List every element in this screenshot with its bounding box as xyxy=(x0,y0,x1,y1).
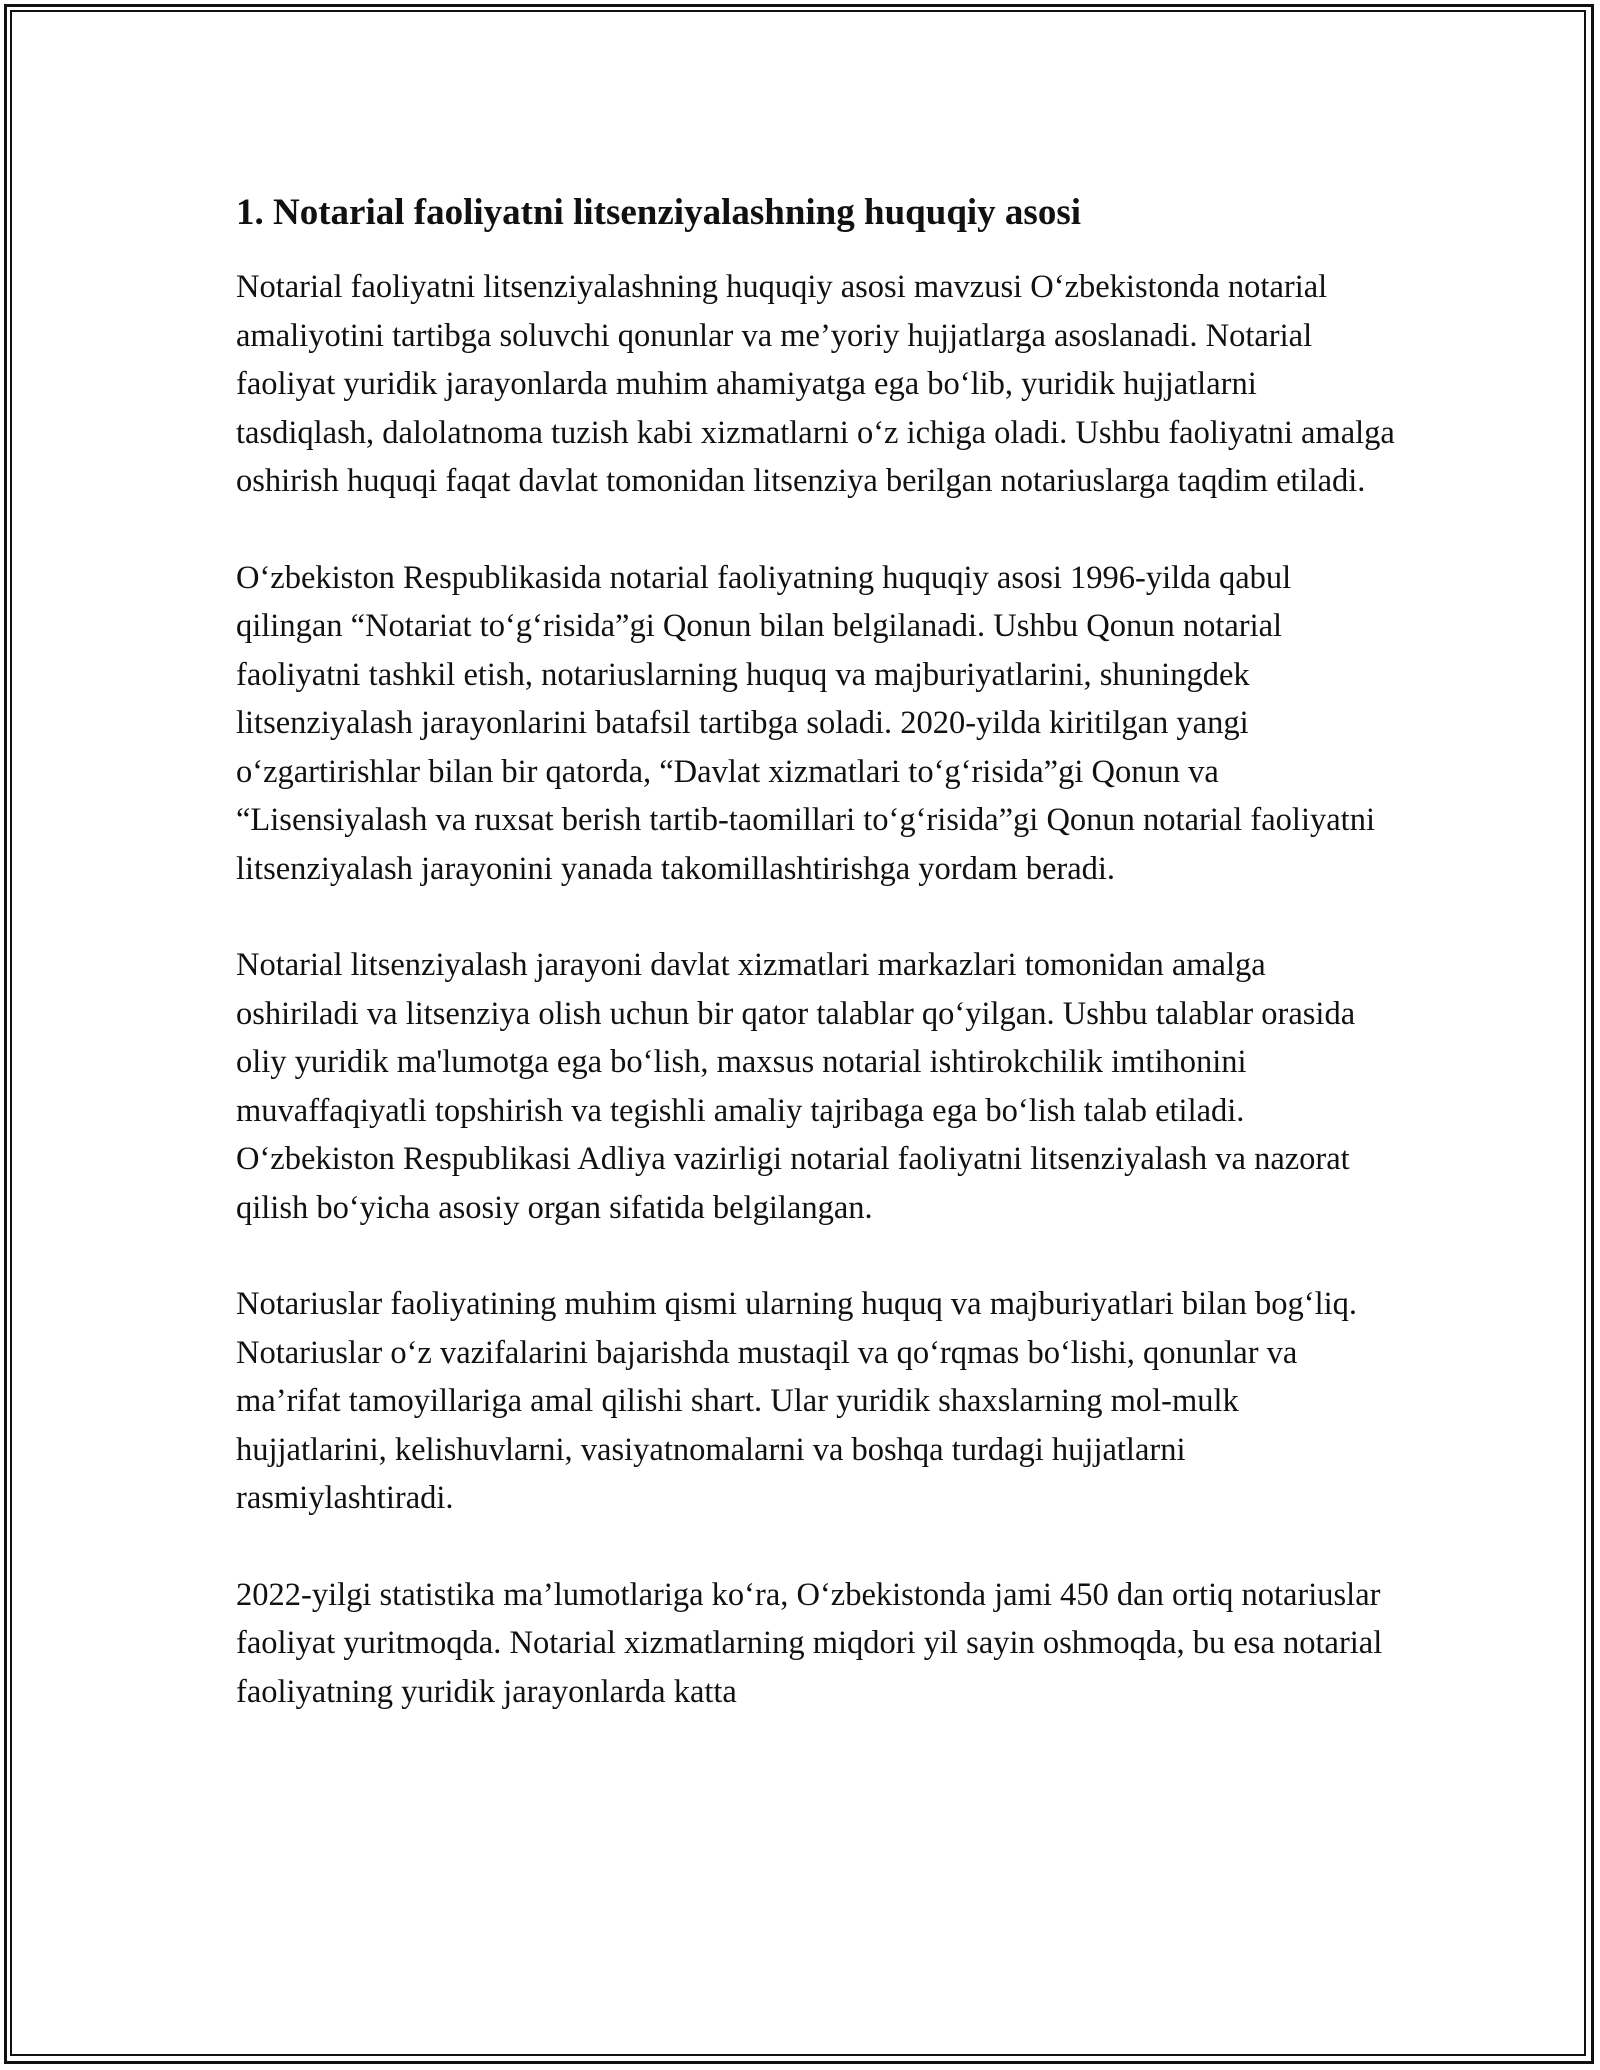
paragraph-3: Notarial litsenziyalash jarayoni davlat xizmatlari markazlari tomonidan amalga oshiriladi va litsenziya olish uchun bir qator talablar qo‘yilgan. Ushbu talablar orasida oliy yuridik ma'lumotga ega bo‘lish, maxsus notarial ishtirokchilik imtihonini muvaffaqiyatli topshirish va tegishli amaliy tajribaga ega bo‘lish talab etiladi. O‘zbekiston Respublikasi Adliya vazirligi notarial faoliyatni litsenziyalash va nazorat qilish bo‘yicha asosiy organ sifatida belgilangan. xyxy=(236,947,1356,1226)
paragraph-5: 2022-yilgi statistika ma’lumotlariga ko‘ra, O‘zbekistonda jami 450 dan ortiq notariuslar faoliyat yuritmoqda. Notarial xizmatlarning miqdori yil sayin oshmoqda, bu esa notarial faoliyatning yuridik jarayonlarda katta xyxy=(236,1576,1383,1710)
section-heading: 1. Notarial faoliyatni litsenziyalashning huquqiy asosi xyxy=(236,192,1082,233)
paragraph-2: O‘zbekiston Respublikasida notarial faoliyatning huquqiy asosi 1996-yilda qabul qilingan “Notariat to‘g‘risida”gi Qonun bilan belgilanadi. Ushbu Qonun notarial faoliyatni tashkil etish, notariuslarning huquq va majburiyatlarini, shuningdek litsenziyalash jarayonlarini batafsil tartibga soladi. 2020-yilda kiritilgan yangi o‘zgartirishlar bilan bir qatorda, “Davlat xizmatlari to‘g‘risida”gi Qonun va “Lisensiyalash va ruxsat berish tartib-taomillari to‘g‘risida”gi Qonun notarial faoliyatni litsenziyalash jarayonini yanada takomillashtirishga yordam beradi. xyxy=(236,559,1375,887)
paragraph-1: Notarial faoliyatni litsenziyalashning huquqiy asosi mavzusi O‘zbekistonda notarial amaliyotini tartibga soluvchi qonunlar va me’yoriy hujjatlarga asoslanadi. Notarial faoliyat yuridik jarayonlarda muhim ahamiyatga ega bo‘lib, yuridik hujjatlarni tasdiqlash, dalolatnoma tuzish kabi xizmatlarni o‘z ichiga oladi. Ushbu faoliyatni amalga oshirish huquqi faqat davlat tomonidan litsenziya berilgan notariuslarga taqdim etiladi. xyxy=(236,269,1395,499)
document-body xyxy=(236,185,1396,1716)
paragraph-4: Notariuslar faoliyatining muhim qismi ularning huquq va majburiyatlari bilan bog‘liq. Notariuslar o‘z vazifalarini bajarishda mustaqil va qo‘rqmas bo‘lishi, qonunlar va ma’rifat tamoyillariga amal qilishi shart. Ular yuridik shaxslarning mol-mulk hujjatlarini, kelishuvlarni, vasiyatnomalarni va boshqa turdagi hujjatlarni rasmiylashtiradi. xyxy=(236,1286,1358,1516)
